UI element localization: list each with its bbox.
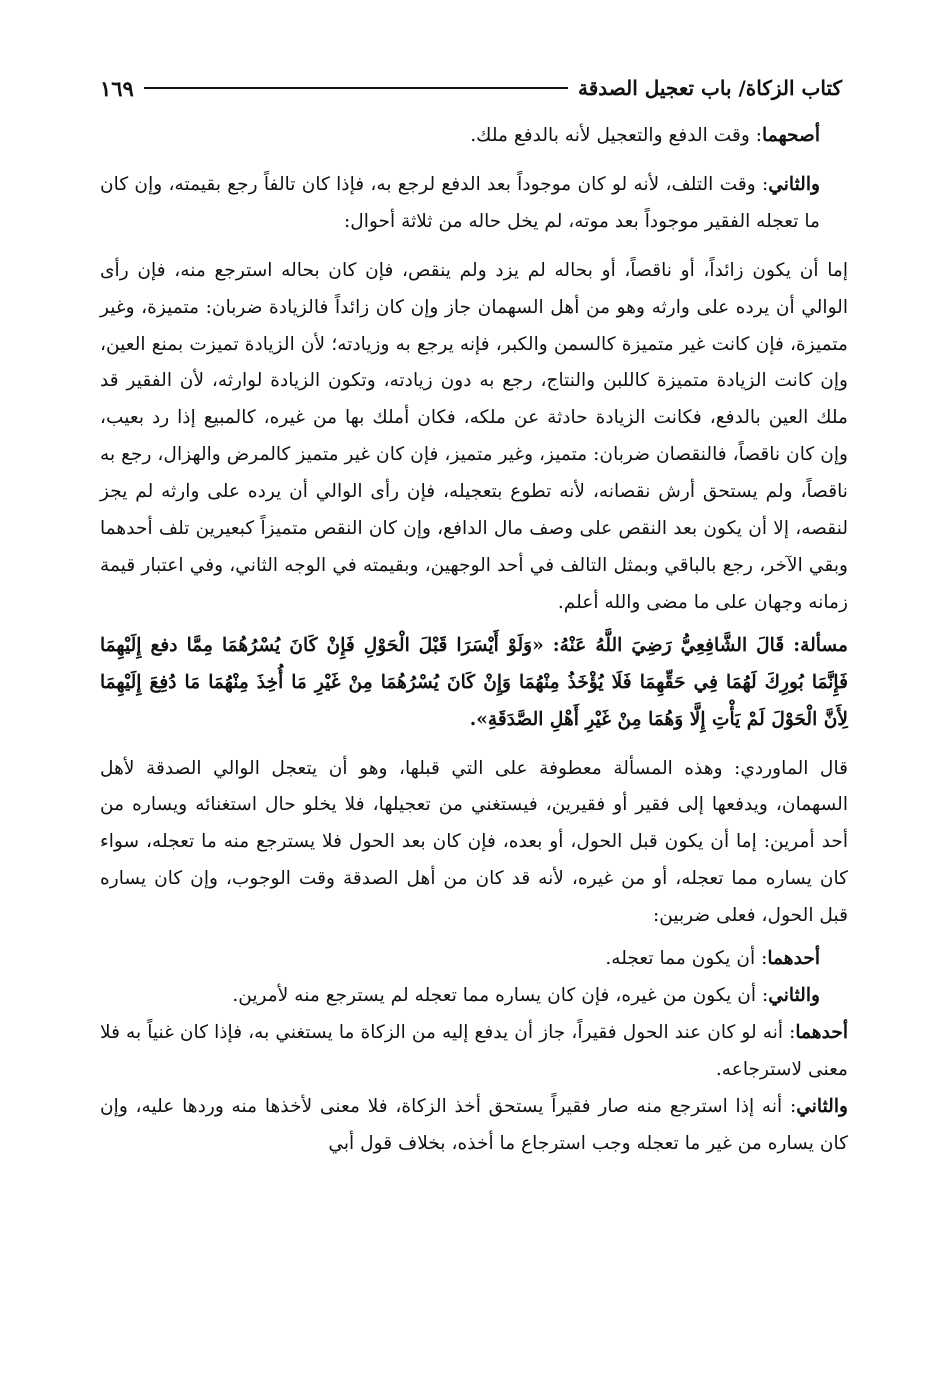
paragraph-text: : أنه لو كان عند الحول فقيراً، جاز أن يدفع إليه من الزكاة ما يستغني به، فإذا كان غنياً به فلا معنى لاسترجاعه. <box>100 1021 848 1080</box>
header-rule <box>144 87 568 89</box>
paragraph <box>100 118 848 155</box>
paragraph-term: والثاني <box>796 1095 848 1117</box>
paragraph-text: : أن يكون مما تعجله. <box>605 948 768 970</box>
paragraph <box>100 167 848 241</box>
paragraph <box>100 978 848 1015</box>
paragraph <box>100 253 848 622</box>
paragraph <box>100 628 848 739</box>
page-number: ١٦٩ <box>100 75 134 101</box>
paragraph-term: أحدهما <box>795 1021 848 1043</box>
paragraph-text: : أن يكون من غيره، فإن كان يساره مما تعجله لم يسترجع منه لأمرين. <box>232 984 769 1006</box>
paragraph-term: أصحهما <box>762 125 820 146</box>
paragraph-term: أحدهما <box>767 948 820 970</box>
paragraph-text: رَضِيَ اللَّهُ عَنْهُ: «وَلَوْ أَيْسَرَا قَبْلَ الْحَوْلِ فَإِنْ كَانَ يُسْرُهُمَا مِمَّا دفع إِلَيْهِمَا فَإِنَّمَا بُورِكَ لَهُمَا فِي حَقِّهِمَا فَلَا يُؤْخَذُ مِنْهُمَا وَإِنْ كَانَ يُسْرُهُمَا مِنْ غَيْرِ مَا أُخِذَ مِنْهُمَا مَا دُفِعَ إِلَيْهِمَا لِأَنَّ الْحَوْلَ لَمْ يَأْتِ إِلَّا وَهُمَا مِنْ غَيْرِ أَهْلِ الصَّدَقَةِ». <box>100 634 848 730</box>
paragraph-text: : وقت التلف، لأنه لو كان موجوداً بعد الدفع لرجع به، فإذا كان تالفاً رجع بقيمته، وإن كان ما تعجله الفقير موجوداً بعد موته، لم يخل حاله من ثلاثة أحوال: <box>100 173 820 232</box>
paragraph <box>100 1089 848 1163</box>
paragraph-term: مسألة: قَالَ الشَّافِعِيُّ <box>680 634 848 656</box>
paragraph-text: إما أن يكون زائداً، أو ناقصاً، أو بحاله لم يزد ولم ينقص، فإن كان بحاله استرجع منه، فإن رأى الوالي أن يرده على وارثه وهو من أهل السهمان جاز وإن كان زائداً فالزيادة ضربان: متميزة، وغير متميزة، فإن كانت غير متميزة كالسمن والكبر، فإنه يرجع به وزيادته؛ لأن الزيادة تميزت بمنع العين، وإن كانت الزيادة متميزة كاللبن والنتاج، رجع به دون زيادته، وتكون الزيادة لوارثه، لأن الفقير قد ملك العين بالدفع، فكانت الزيادة حادثة عن ملكه، فكان أملك بها من غيره، كالمبيع إذا رد بعيب، وإن كان ناقصاً، فالنقصان ضربان: متميز، وغير متميز، فإن كان غير متميز كالمرض والهزال، رجع به ناقصاً، ولم يستحق أرش نقصانه، لأنه تطوع بتعجيله، فإن رأى الوالي أن يرده على وارثه لم يجز لنقصه، إلا أن يكون بعد النقص على وصف مال الدافع، وإن كان النقص متميزاً كبعيرين تلف أحدهما وبقي الآخر، رجع بالباقي وبمثل التالف في أحد الوجهين، وبقيمته في الوجه الثاني، وفي اعتبار قيمة زمانه وجهان على ما مضى والله أعلم. <box>100 259 848 613</box>
chapter-title: كتاب الزكاة/ باب تعجيل الصدقة <box>578 76 842 100</box>
paragraph-text: قال الماوردي: وهذه المسألة معطوفة على التي قبلها، وهو أن يتعجل الوالي الصدقة لأهل السهمان، ويدفعها إلى فقير أو فقيرين، فيستغني من تعجيلها، فلا يخلو حال استغنائه ويساره من أحد أمرين: إما أن يكون قبل الحول، أو بعده، فإن كان بعد الحول فلا يسترجع منه ما تعجله، سواء كان يساره مما تعجله، أو من غيره، لأنه قد كان من أهل الصدقة وقت الوجوب، وإن كان يساره قبل الحول، فعلى ضربين: <box>100 757 848 927</box>
paragraph <box>100 751 848 936</box>
paragraph <box>100 941 848 978</box>
paragraph-term: والثاني <box>768 173 820 195</box>
paragraph-text: : أنه إذا استرجع منه صار فقيراً يستحق أخذ الزكاة، فلا معنى لأخذها منه وردها عليه، وإن كان يساره من غير ما تعجله وجب استرجاع ما أخذه، بخلاف قول أبي <box>100 1095 848 1154</box>
paragraph <box>100 1015 848 1089</box>
running-header <box>100 70 842 106</box>
paragraph-text: : وقت الدفع والتعجيل لأنه بالدفع ملك. <box>470 125 763 146</box>
paragraph-term: والثاني <box>768 984 820 1006</box>
page-body <box>100 118 848 1162</box>
